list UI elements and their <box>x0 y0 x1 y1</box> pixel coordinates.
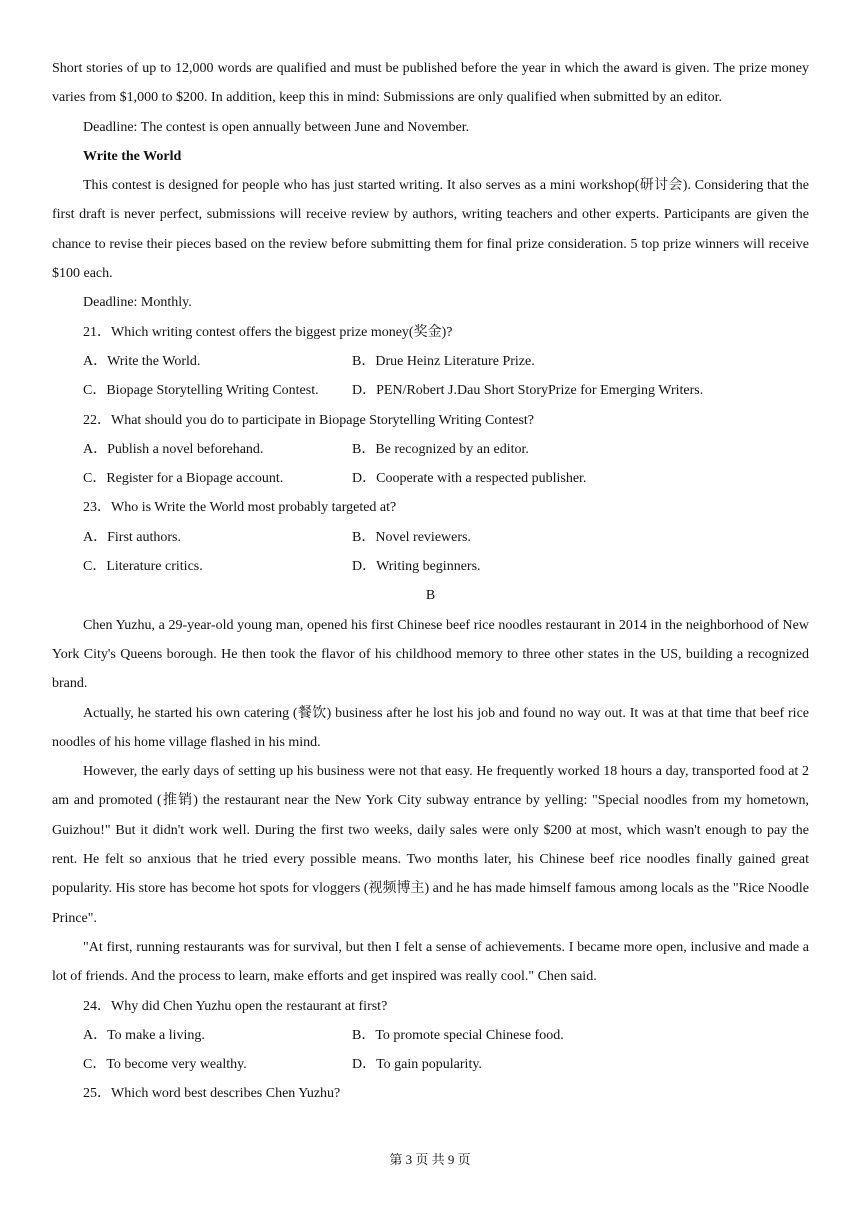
option-21-a[interactable]: A．Write the World. <box>83 353 201 369</box>
question-23-stem: 23．Who is Write the World most probably targeted at? <box>83 500 397 516</box>
option-21-d[interactable]: D．PEN/Robert J.Dau Short StoryPrize for Emerging Writers. <box>352 383 704 399</box>
option-22-b[interactable]: B．Be recognized by an editor. <box>352 441 529 457</box>
question-21-stem: 21．Which writing contest offers the biggest prize money(奖金)? <box>83 324 453 340</box>
document-page <box>52 54 809 1109</box>
paragraph-deadline-monthly: Deadline: Monthly. <box>83 295 192 311</box>
paragraph-deadline-annual: Deadline: The contest is open annually between June and November. <box>83 119 470 135</box>
option-23-a[interactable]: A．First authors. <box>83 529 181 545</box>
section-heading-b: B <box>425 588 436 604</box>
question-24-options-row-1 <box>52 1021 809 1050</box>
question-22-options-row-2 <box>52 464 809 493</box>
paragraph-chen-catering: Actually, he started his own catering (餐饮) business after he lost his job and found no way out. It was at that time that beef rice noodles of his home village flashed in his mind. <box>52 705 809 750</box>
question-25-stem: 25．Which word best describes Chen Yuzhu? <box>83 1086 341 1102</box>
option-23-b[interactable]: B．Novel reviewers. <box>352 529 471 545</box>
option-22-a[interactable]: A．Publish a novel beforehand. <box>83 441 264 457</box>
option-21-b[interactable]: B．Drue Heinz Literature Prize. <box>352 353 535 369</box>
heading-write-the-world: Write the World <box>83 148 182 164</box>
paragraph-chen-early-days: However, the early days of setting up his business were not that easy. He frequently worked 18 hours a day, transported food at 2 am and promoted (推销) the restaurant near the New York City subway entrance by yelling: "Special noodles from my hometown, Guizhou!" But it didn't work well. During the first two weeks, daily sales were only $200 at most, which wasn't enough to pay the rent. He felt so anxious that he tried every possible means. Two months later, his Chinese beef rice noodles finally gained great popularity. His store has become hot spots for vloggers (视频博主) and he has made himself famous among locals as the "Rice Noodle Prince". <box>52 764 809 926</box>
option-24-b[interactable]: B．To promote special Chinese food. <box>352 1027 564 1043</box>
paragraph-chen-quote: "At first, running restaurants was for survival, but then I felt a sense of achievements. I became more open, inclusive and made a lot of friends. And the process to learn, make efforts and get inspired was really cool." Chen said. <box>52 939 809 985</box>
option-22-d[interactable]: D．Cooperate with a respected publisher. <box>352 471 587 487</box>
option-23-d[interactable]: D．Writing beginners. <box>352 559 481 575</box>
question-23-options-row-2 <box>52 552 809 581</box>
question-21-options-row-1 <box>52 347 809 376</box>
option-24-a[interactable]: A．To make a living. <box>83 1027 205 1043</box>
question-24-options-row-2 <box>52 1050 809 1079</box>
option-24-d[interactable]: D．To gain popularity. <box>352 1057 482 1073</box>
option-24-c[interactable]: C．To become very wealthy. <box>83 1057 247 1073</box>
option-22-c[interactable]: C．Register for a Biopage account. <box>83 471 284 487</box>
question-22-options-row-1 <box>52 435 809 464</box>
question-21-options-row-2 <box>52 376 809 405</box>
paragraph-write-the-world: This contest is designed for people who has just started writing. It also serves as a mini workshop(研讨会). Considering that the first draft is never perfect, submissions will receive review by authors, writing teachers and other experts. Participants are given the chance to revise their pieces based on the review before submitting them for final prize consideration. 5 top prize winners will receive $100 each. <box>52 178 809 282</box>
option-23-c[interactable]: C．Literature critics. <box>83 559 203 575</box>
question-24-stem: 24．Why did Chen Yuzhu open the restaurant at first? <box>83 998 388 1014</box>
page-number-footer: 第 3 页 共 9 页 <box>389 1152 471 1167</box>
question-23-options-row-1 <box>52 523 809 552</box>
option-21-c[interactable]: C．Biopage Storytelling Writing Contest. <box>83 383 319 399</box>
paragraph-contest-rules: Short stories of up to 12,000 words are qualified and must be published before the year in which the award is given. The prize money varies from $1,000 to $200. In addition, keep this in mind: Submissions are only qualified when submitted by an editor. <box>52 61 809 106</box>
paragraph-chen-intro: Chen Yuzhu, a 29-year-old young man, opened his first Chinese beef rice noodles restaurant in 2014 in the neighborhood of New York City's Queens borough. He then took the flavor of his childhood memory to three other states in the US, building a recognized brand. <box>52 617 809 692</box>
question-22-stem: 22．What should you do to participate in Biopage Storytelling Writing Contest? <box>83 412 535 428</box>
